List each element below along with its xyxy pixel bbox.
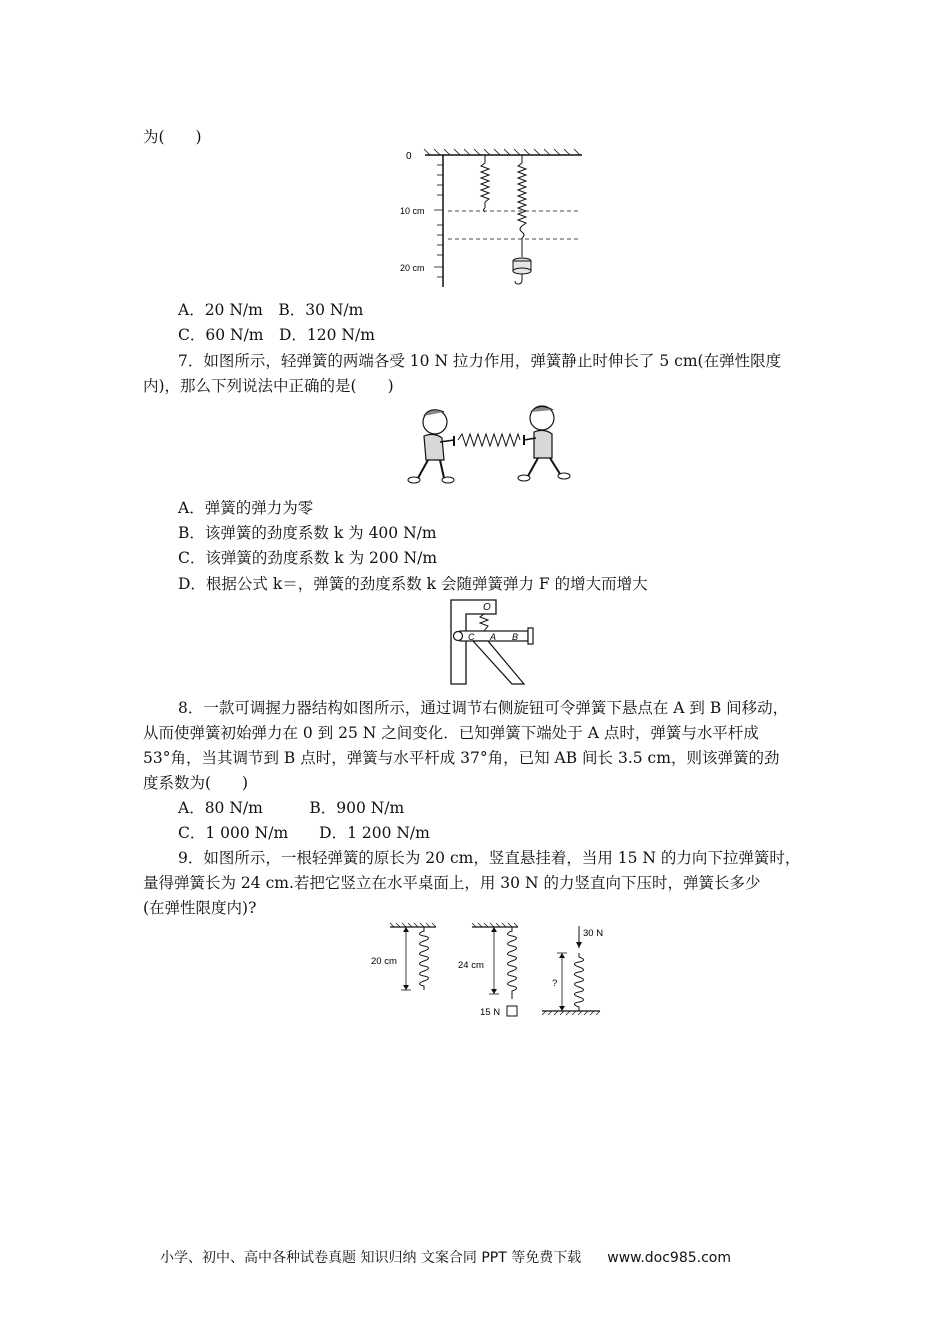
q8-options-ab: A．80 N/m B．900 N/m (178, 799, 405, 817)
q6-label-10: 10 cm (400, 206, 425, 216)
q7-option-a: A．弹簧的弹力为零 (178, 499, 314, 517)
q9-stem-line-3: (在弹性限度内)? (143, 899, 257, 917)
q6-spring-ruler-figure (400, 145, 590, 295)
q9-label-20cm: 20 cm (371, 956, 397, 967)
q6-stem-end: 为( ) (143, 128, 202, 146)
q9-label-unknown: ? (552, 978, 558, 989)
q6-options-ab: A．20 N/m B．30 N/m (178, 301, 364, 319)
page-footer (160, 1247, 731, 1267)
q7-stem-line-2: 内)，那么下列说法中正确的是( ) (143, 377, 394, 395)
q6-label-0: 0 (406, 151, 412, 162)
q8-label-b: B (512, 632, 519, 642)
q7-option-d: D．根据公式 k＝，弹簧的劲度系数 k 会随弹簧弹力 F 的增大而增大 (178, 575, 648, 593)
q6-options-cd: C．60 N/m D．120 N/m (178, 326, 375, 344)
q9-stem-line-1: 9．如图所示，一根轻弹簧的原长为 20 cm，竖直悬挂着，当用 15 N 的力向下拉弹簧时， (178, 849, 801, 867)
q8-label-o: O (483, 602, 491, 613)
q7-stem-line-1: 7．如图所示，轻弹簧的两端各受 10 N 拉力作用，弹簧静止时伸长了 5 cm(在弹性限度 (178, 352, 782, 370)
q8-grip-device-figure (448, 598, 538, 690)
q8-options-cd: C．1 000 N/m D．1 200 N/m (178, 824, 430, 842)
q7-tug-of-spring-figure (400, 398, 580, 493)
q9-label-24cm: 24 cm (458, 960, 484, 971)
q8-label-c: C (468, 632, 475, 642)
q8-stem-line-4: 度系数为( ) (143, 774, 249, 792)
q9-springs-figure (368, 920, 608, 1020)
q9-label-15n: 15 N (480, 1007, 501, 1018)
q7-option-c: C．该弹簧的劲度系数 k 为 200 N/m (178, 549, 438, 567)
footer-text: 小学、初中、高中各种试卷真题 知识归纳 文案合同 PPT 等免费下载 (160, 1250, 582, 1266)
q8-stem-line-2: 从而使弹簧初始弹力在 0 到 25 N 之间变化．已知弹簧下端处于 A 点时，弹簧与水平杆成 (143, 724, 759, 742)
q9-stem-line-2: 量得弹簧长为 24 cm.若把它竖立在水平桌面上，用 30 N 的力竖直向下压时，弹簧长多少 (143, 874, 761, 892)
q9-label-30n: 30 N (583, 928, 604, 939)
footer-url[interactable]: www.doc985.com (607, 1250, 731, 1266)
q8-label-a: A (490, 632, 497, 642)
q8-stem-line-3: 53°角，当其调节到 B 点时，弹簧与水平杆成 37°角，已知 AB 间长 3.5 cm，则该弹簧的劲 (143, 749, 780, 767)
q8-stem-line-1: 8．一款可调握力器结构如图所示，通过调节右侧旋钮可令弹簧下悬点在 A 到 B 间移动， (178, 699, 789, 717)
q6-label-20: 20 cm (400, 263, 425, 273)
q7-option-b: B．该弹簧的劲度系数 k 为 400 N/m (178, 524, 437, 542)
